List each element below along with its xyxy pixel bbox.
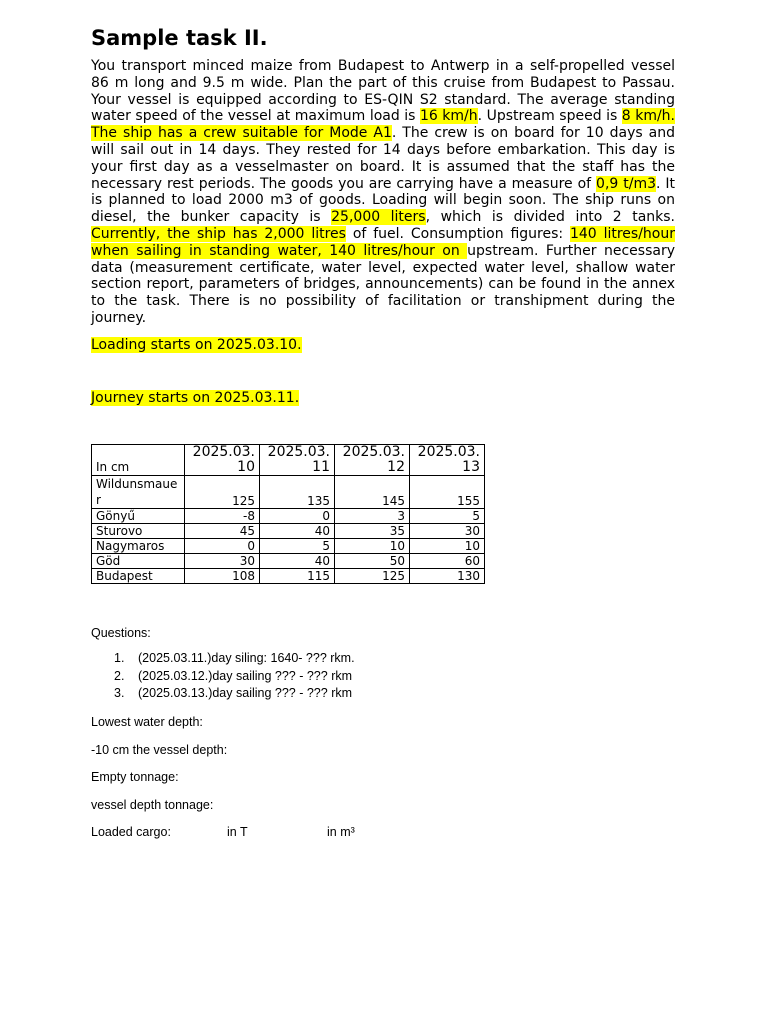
highlight-consumption: 140 litres/hour when sailing in standing water, 140 litres/hour on: [91, 225, 675, 259]
level-cell: 155: [410, 476, 485, 509]
date-header-top: 2025.03.: [267, 444, 330, 460]
question-item: [91, 685, 355, 703]
level-cell: 130: [410, 569, 485, 584]
table-header-row: [92, 445, 485, 476]
loading-start: Loading starts on 2025.03.10.: [91, 336, 302, 353]
level-cell: 0: [185, 539, 260, 554]
date-header-top: 2025.03.: [417, 444, 480, 460]
level-cell: 115: [260, 569, 335, 584]
level-cell: 145: [335, 476, 410, 509]
table-date-header: [260, 445, 335, 476]
highlight-density: 0,9 t/m3: [596, 175, 656, 192]
highlight-bunker-capacity: 25,000 liters: [331, 209, 426, 226]
desc-text-1: You transport minced maize from Budapest to Antwerp in a self-propelled vessel 86 m long and 9.5 m wide. Plan the part of this cruise from Budapest to Passau. Your vessel is equipped according to ES-QIN S2 standard. The average standing water speed of the vessel at maximum load is: [91, 58, 675, 125]
highlight-speed-standing: 16 km/h: [419, 108, 478, 125]
station-name: Gönyű: [92, 509, 185, 524]
lowest-depth-label: Lowest water depth:: [91, 715, 203, 729]
table-date-header: [335, 445, 410, 476]
water-level-table: [91, 444, 485, 584]
date-header-top: 2025.03.: [192, 444, 255, 460]
unit-tonnes-label: in T: [227, 825, 248, 839]
level-cell: 35: [335, 524, 410, 539]
highlight-speed-upstream: 8 km/h.: [621, 108, 675, 125]
level-cell: 5: [410, 509, 485, 524]
table-date-header: [185, 445, 260, 476]
desc-text-8: upstream. Further necessary data (measurement certificate, water level, expected water level, shallow water section report, parameters of bridges, announcements) can be found in the annex to the task. There is no possibility of facilitation or transhipment during the journey.: [91, 242, 675, 326]
level-cell: 40: [260, 554, 335, 569]
table-row: [92, 509, 485, 524]
level-cell: 108: [185, 569, 260, 584]
station-name: [92, 476, 185, 509]
level-cell: 45: [185, 524, 260, 539]
question-text: (2025.03.12.)day sailing ??? - ??? rkm: [138, 668, 353, 683]
station-name: Nagymaros: [92, 539, 185, 554]
journey-start-line: [91, 390, 675, 407]
level-cell: 30: [410, 524, 485, 539]
station-name: Sturovo: [92, 524, 185, 539]
level-cell: 3: [335, 509, 410, 524]
vessel-depth-label: -10 cm the vessel depth:: [91, 743, 228, 757]
question-number: 1.: [114, 651, 125, 665]
table-row: [92, 476, 485, 509]
highlight-current-fuel: Currently, the ship has 2,000 litres: [91, 225, 346, 242]
depth-tonnage-label: vessel depth tonnage:: [91, 798, 214, 812]
level-cell: 125: [185, 476, 260, 509]
level-cell: 50: [335, 554, 410, 569]
level-cell: 125: [335, 569, 410, 584]
loaded-cargo-label: Loaded cargo:: [91, 825, 171, 839]
task-description: [91, 58, 675, 327]
desc-text-2: . Upstream speed is: [477, 108, 622, 125]
question-item: [91, 668, 355, 686]
questions-list: [91, 650, 355, 703]
level-cell: 10: [410, 539, 485, 554]
level-cell: -8: [185, 509, 260, 524]
empty-tonnage-label: Empty tonnage:: [91, 770, 179, 784]
table-row: [92, 554, 485, 569]
level-cell: 135: [260, 476, 335, 509]
question-number: 2.: [114, 668, 125, 683]
date-header-bottom: 10: [237, 459, 255, 475]
highlight-crew-mode: The ship has a crew suitable for Mode A1: [91, 125, 392, 142]
desc-text-5: . It is planned to load 2000 m3 of goods. Loading will begin soon. The ship runs on diesel, the bunker capacity is: [91, 175, 676, 226]
date-header-top: 2025.03.: [342, 444, 405, 460]
unit-cubic-label: in m³: [327, 825, 355, 839]
task-title: Sample task II.: [91, 26, 268, 50]
table-corner-unit: In cm: [92, 445, 185, 476]
level-cell: 60: [410, 554, 485, 569]
station-name-part: r: [96, 493, 101, 507]
level-cell: 5: [260, 539, 335, 554]
level-cell: 40: [260, 524, 335, 539]
questions-section: [91, 626, 355, 703]
question-text: (2025.03.11.)day siling: 1640- ??? rkm.: [138, 651, 355, 665]
question-item: [91, 650, 355, 668]
table-row: [92, 569, 485, 584]
level-cell: 0: [260, 509, 335, 524]
table-date-header: [410, 445, 485, 476]
question-text: (2025.03.13.)day sailing ??? - ??? rkm: [138, 686, 353, 700]
level-cell: 30: [185, 554, 260, 569]
station-name: Göd: [92, 554, 185, 569]
date-header-bottom: 11: [312, 459, 330, 475]
loading-start-line: [91, 337, 675, 354]
desc-text-4: . The crew is on board for 10 days and will sail out in 14 days. They rested for 14 days before embarkation. This day is your first day as a vesselmaster on board. It is assumed that the staff has the necessary rest periods. The goods you are carrying have a measure of: [91, 125, 675, 192]
table-row: [92, 524, 485, 539]
desc-text-6: , which is divided into 2 tanks.: [425, 209, 676, 226]
question-number: 3.: [114, 686, 125, 700]
document-page: [91, 26, 675, 407]
station-name-part: Wildunsmaue: [96, 477, 178, 491]
date-header-bottom: 13: [462, 459, 480, 475]
questions-heading: Questions:: [91, 626, 151, 640]
table-row: [92, 539, 485, 554]
level-cell: 10: [335, 539, 410, 554]
journey-start: Journey starts on 2025.03.11.: [91, 389, 300, 406]
desc-text-7: of fuel. Consumption figures:: [345, 225, 570, 242]
station-name: Budapest: [92, 569, 185, 584]
loaded-cargo-row: [91, 825, 355, 839]
date-header-bottom: 12: [387, 459, 405, 475]
